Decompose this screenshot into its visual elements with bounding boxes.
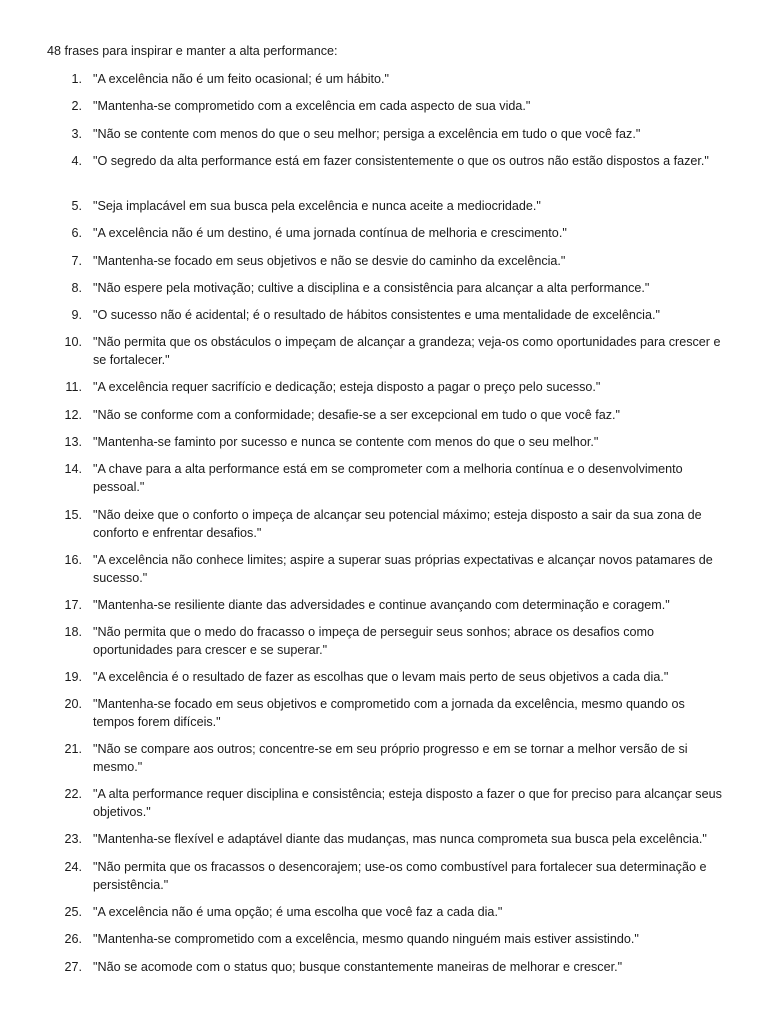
- quote-text: "O sucesso não é acidental; é o resultado de hábitos consistentes e uma mentalidade de excelência.": [93, 308, 660, 322]
- quote-text: "Não deixe que o conforto o impeça de alcançar seu potencial máximo; esteja disposto a sair da sua zona de conforto e enfrentar desafios.": [93, 508, 702, 540]
- item-number: 23.: [64, 832, 82, 846]
- quote-text: "Seja implacável em sua busca pela excelência e nunca aceite a mediocridade.": [93, 199, 541, 213]
- item-number: 1.: [71, 72, 82, 86]
- document-heading: 48 frases para inspirar e manter a alta performance:: [47, 44, 338, 58]
- item-number: 22.: [64, 787, 82, 801]
- item-number: 14.: [64, 462, 82, 476]
- item-number: 13.: [64, 435, 82, 449]
- item-number: 15.: [64, 508, 82, 522]
- quote-text: "Não se compare aos outros; concentre-se em seu próprio progresso e em se tornar a melhor versão de si mesmo.": [93, 742, 688, 774]
- item-number: 3.: [71, 127, 82, 141]
- item-number: 2.: [71, 99, 82, 113]
- quote-text: "Não permita que o medo do fracasso o impeça de perseguir seus sonhos; abrace os desafios como oportunidades para crescer e se superar.": [93, 625, 655, 657]
- quote-text: "A excelência é o resultado de fazer as escolhas que o levam mais perto de seus objetivos a cada dia.": [93, 670, 669, 684]
- item-number: 16.: [64, 553, 82, 567]
- item-number: 18.: [64, 625, 82, 639]
- item-number: 8.: [71, 281, 82, 295]
- item-number: 27.: [64, 960, 82, 974]
- quote-text: "A excelência não é um feito ocasional; é um hábito.": [93, 72, 389, 86]
- quote-text: "Mantenha-se faminto por sucesso e nunca se contente com menos do que o seu melhor.": [93, 435, 599, 449]
- quote-text: "Não se contente com menos do que o seu melhor; persiga a excelência em tudo o que você faz.": [93, 127, 641, 141]
- item-number: 19.: [64, 670, 82, 684]
- quote-text: "Mantenha-se comprometido com a excelência, mesmo quando ninguém mais estiver assistindo.": [93, 932, 639, 946]
- quote-text: "Não se conforme com a conformidade; desafie-se a ser excepcional em tudo o que você faz.": [93, 408, 620, 422]
- quote-text: "A excelência não é um destino, é uma jornada contínua de melhoria e crescimento.": [93, 226, 567, 240]
- quote-text: "Mantenha-se resiliente diante das adversidades e continue avançando com determinação e coragem.": [93, 598, 670, 612]
- item-number: 17.: [64, 598, 82, 612]
- item-number: 11.: [65, 380, 82, 394]
- quote-text: "Mantenha-se focado em seus objetivos e comprometido com a jornada da excelência, mesmo quando os tempos forem difíceis.": [93, 697, 685, 729]
- item-number: 7.: [71, 254, 82, 268]
- quote-text: "Não se acomode com o status quo; busque constantemente maneiras de melhorar e crescer.": [93, 960, 623, 974]
- quote-text: "A excelência não é uma opção; é uma escolha que você faz a cada dia.": [93, 905, 503, 919]
- quote-text: "Mantenha-se comprometido com a excelência em cada aspecto de sua vida.": [93, 99, 531, 113]
- item-number: 24.: [64, 860, 82, 874]
- item-number: 20.: [64, 697, 82, 711]
- item-number: 26.: [64, 932, 82, 946]
- quote-text: "O segredo da alta performance está em fazer consistentemente o que os outros não estão dispostos a fazer.": [93, 154, 709, 168]
- quote-text: "Não permita que os fracassos o desencorajem; use-os como combustível para fortalecer sua determinação e persistência.": [93, 860, 707, 892]
- item-number: 4.: [71, 154, 82, 168]
- item-number: 25.: [64, 905, 82, 919]
- item-number: 9.: [71, 308, 82, 322]
- item-number: 21.: [64, 742, 82, 756]
- item-number: 10.: [64, 335, 82, 349]
- item-number: 5.: [71, 199, 82, 213]
- quote-text: "A excelência requer sacrifício e dedicação; esteja disposto a pagar o preço pelo sucesso.": [93, 380, 601, 394]
- quote-text: "A alta performance requer disciplina e consistência; esteja disposto a fazer o que for preciso para alcançar seus objetivos.": [93, 787, 722, 819]
- item-number: 12.: [64, 408, 82, 422]
- quote-text: "A excelência não conhece limites; aspire a superar suas próprias expectativas e alcançar novos patamares de sucesso.": [93, 553, 713, 585]
- quote-text: "Não espere pela motivação; cultive a disciplina e a consistência para alcançar a alta performance.": [93, 281, 650, 295]
- item-number: 6.: [71, 226, 82, 240]
- quote-text: "A chave para a alta performance está em se comprometer com a melhoria contínua e o desenvolvimento pessoal.": [93, 462, 683, 494]
- quote-text: "Não permita que os obstáculos o impeçam de alcançar a grandeza; veja-os como oportunidades para crescer e se fortalecer.": [93, 335, 721, 367]
- quote-text: "Mantenha-se focado em seus objetivos e não se desvie do caminho da excelência.": [93, 254, 566, 268]
- quote-text: "Mantenha-se flexível e adaptável diante das mudanças, mas nunca comprometa sua busca pela excelência.": [93, 832, 707, 846]
